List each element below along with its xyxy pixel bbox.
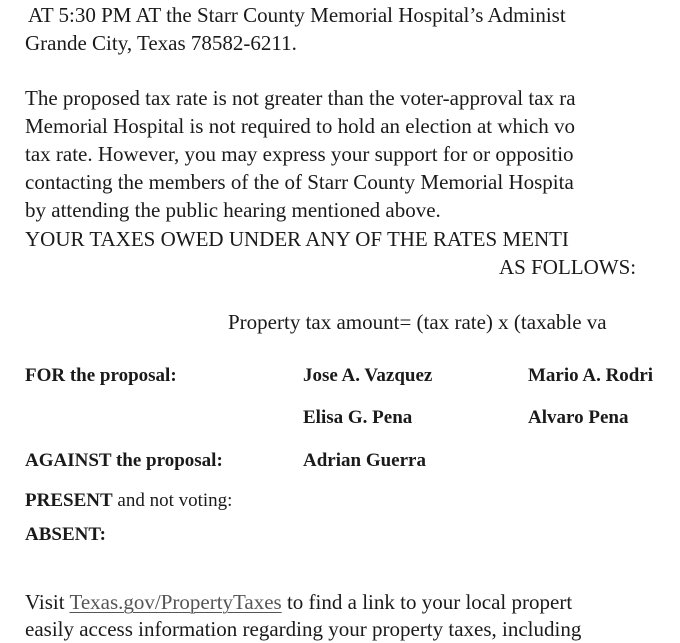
as-follows-heading: AS FOLLOWS: (499, 255, 637, 279)
present-label-rest: and not voting: (112, 490, 233, 511)
hearing-location-line: AT 5:30 PM AT the Starr County Memorial Hospital’s Administ (28, 3, 566, 27)
present-label-bold: PRESENT (25, 490, 113, 511)
paragraph-line-5: by attending the public hearing mentioned above. (25, 198, 441, 222)
present-not-voting-label (25, 488, 232, 514)
against-voter-name: Adrian Guerra (303, 450, 426, 471)
paragraph-line-1: The proposed tax rate is not greater than the voter-approval tax ra (25, 86, 576, 110)
taxes-owed-heading: YOUR TAXES OWED UNDER ANY OF THE RATES MENTI (25, 227, 569, 251)
paragraph-line-2: Memorial Hospital is not required to hold an election at which vo (25, 114, 575, 138)
footer-line-2: easily access information regarding your property taxes, including (25, 617, 582, 641)
property-tax-formula: Property tax amount= (tax rate) x (taxable va (228, 310, 607, 334)
for-proposal-label: FOR the proposal: (25, 365, 177, 386)
for-voter-name: Elisa G. Pena (303, 407, 413, 428)
for-voter-name: Mario A. Rodri (528, 365, 654, 386)
paragraph-line-4: contacting the members of the of Starr County Memorial Hospita (25, 170, 574, 194)
after-link-text: to find a link to your local propert (281, 590, 573, 614)
property-taxes-link[interactable]: Texas.gov/PropertyTaxes (69, 590, 282, 614)
absent-label: ABSENT: (25, 524, 106, 545)
paragraph-line-3: tax rate. However, you may express your support for or oppositio (25, 142, 574, 166)
against-proposal-label: AGAINST the proposal: (25, 450, 223, 471)
visit-text: Visit (25, 590, 70, 614)
footer-line-1 (25, 588, 572, 616)
for-voter-name: Alvaro Pena (528, 407, 629, 428)
hearing-address-line: Grande City, Texas 78582-6211. (25, 31, 297, 55)
for-voter-name: Jose A. Vazquez (303, 365, 433, 386)
